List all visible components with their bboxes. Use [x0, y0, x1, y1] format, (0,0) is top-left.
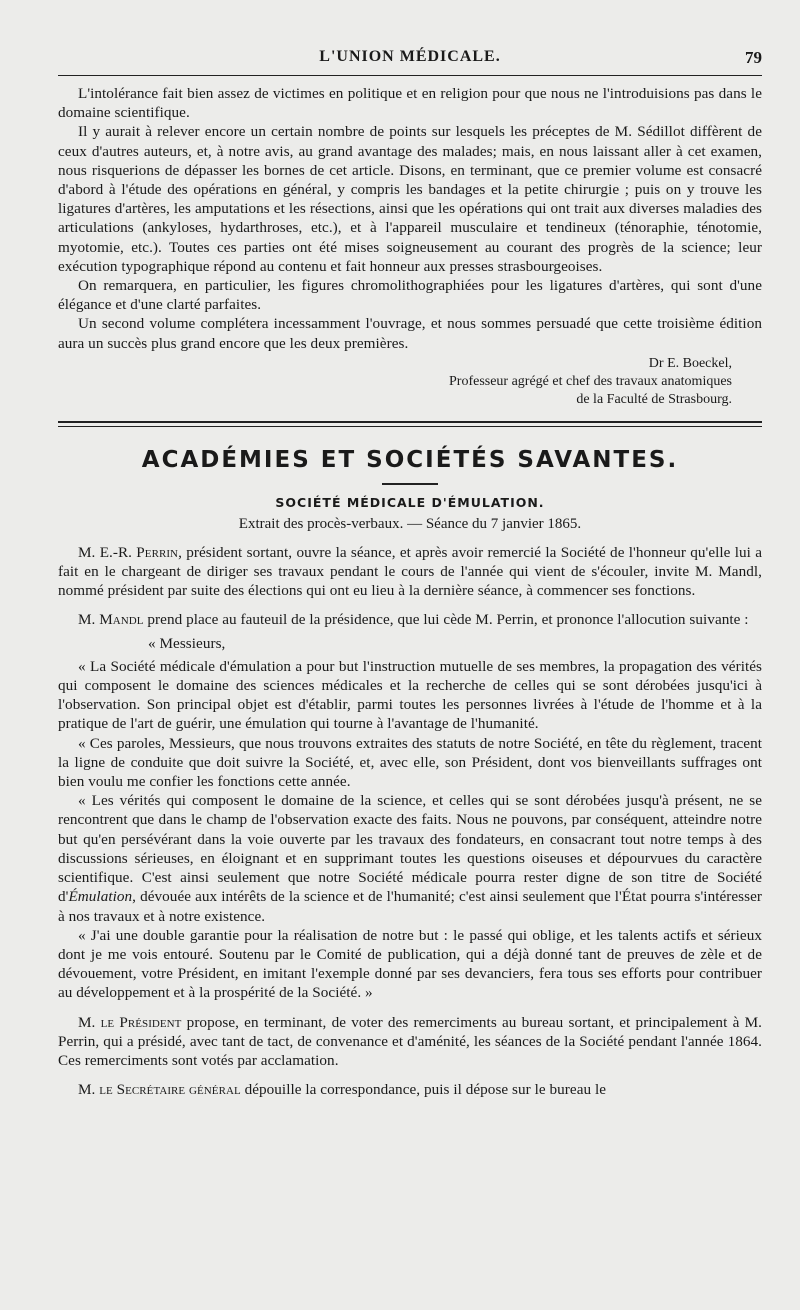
salutation: « Messieurs, — [148, 634, 226, 652]
minutes-paragraph: M. Mandl prend place au fauteuil de la présidence, que lui cède M. Perrin, et prononce l'allocution suivante : — [78, 611, 749, 629]
minutes-extract-line: Extrait des procès-verbaux. — Séance du 7 janvier 1865. — [238, 515, 582, 532]
title-rule — [382, 483, 438, 485]
review-paragraph: Il y aurait à relever encore un certain nombre de points sur lesquels les préceptes de M. Sédillot diffèrent de ceux d'autres auteurs, et, à notre avis, au grand avantage des malades; mais, en nous laissant aller à cet examen, nous risquerions de dépasser les bornes de cet article. Disons, en terminant, que ce premier volume est consacré d'abord à l'étude des opérations en général, y compris les bandages et la petite chirurgie ; puis on y trouve les ligatures d'artères, les amputations et les résections, ainsi que les opérations qui ont trait aux diverses maladies des articulations (ankyloses, hydarthroses, etc.), et à l'appareil musculaire et tendineux (ténoraphie, ténotomie, myotomie, etc.). Toutes ces parties ont été mises soigneusement au courant des progrès de la science; leur exécution typographique répond au contenu et fait honneur aux presses strasbourgeoises. — [58, 123, 762, 275]
signature-name: Dr E. Boeckel, — [648, 355, 732, 371]
signature-title: Professeur agrégé et chef des travaux anatomiques — [449, 373, 732, 389]
speech-paragraph: « J'ai une double garantie pour la réalisation de notre but : le passé qui oblige, et les talents actifs et sérieux dont je me vois entouré. Soutenu par le Comité de publication, qui a déjà donné tant de preuves de zèle et de dévouement, votre Président, en imitant l'exemple donné par ses devanciers, fera tous ses efforts pour contribuer au développement et à la prospérité de la Société. » — [58, 926, 762, 1002]
running-title: L'UNION MÉDICALE. — [319, 48, 501, 65]
review-paragraph: On remarquera, en particulier, les figures chromolithographiées pour les ligatures d'artères, qui sont d'une élégance et d'une clarté parfaites. — [58, 277, 762, 314]
review-paragraph: L'intolérance fait bien assez de victimes en politique et en religion pour que nous ne l'introduisions pas dans le domaine scientifique. — [58, 85, 762, 122]
signature-affiliation: de la Faculté de Strasbourg. — [576, 391, 732, 407]
speech-paragraph: « La Société médicale d'émulation a pour but l'instruction mutuelle de ses membres, la propagation des vérités qui composent le domaine des sciences médicales et la recherche de celles qui se sont dérobées jusqu'ici à l'observation. Son principal objet est d'établir, parmi toutes les personnes livrées à l'étude de l'homme et à la pratique de l'art de guérir, une émulation qui tourne à l'avantage de l'humanité. — [58, 657, 762, 733]
speaker-name: M. E.-R. Perrin — [78, 543, 179, 561]
speaker-name: M. le Secrétaire général — [78, 1081, 241, 1099]
minutes-paragraph: M. le Secrétaire général dépouille la correspondance, puis il dépose sur le bureau le — [78, 1081, 607, 1099]
section-title: ACADÉMIES ET SOCIÉTÉS SAVANTES. — [141, 446, 679, 473]
speaker-name: M. Mandl — [78, 611, 144, 629]
speaker-name: M. le Président — [78, 1013, 182, 1031]
signature-block — [58, 355, 762, 409]
header-rule — [58, 75, 762, 76]
section-divider — [58, 421, 762, 427]
minutes-paragraph: M. E.-R. Perrin, président sortant, ouvre la séance, et après avoir remercié la Société de l'honneur qu'elle lui a fait en le chargeant de diriger ses travaux pendant le cours de l'année qui vient de s'écouler, invite M. Mandl, nommé président par suite des élections qui ont eu lieu à la dernière séance, à commencer ses fonctions. — [58, 543, 763, 600]
review-paragraph: Un second volume complétera incessamment l'ouvrage, et nous sommes persuadé que cette troisième édition aura un succès plus grand encore que les deux premières. — [58, 315, 762, 352]
speech-paragraph: « Ces paroles, Messieurs, que nous trouvons extraites des statuts de notre Société, en tête du règlement, tracent la ligne de conduite que doit suivre la Société, et, avec elle, son Président, dont vos bienveillants suffrages ont bien voulu me confier les fonctions cette année. — [58, 734, 762, 791]
page-body — [58, 84, 762, 1099]
emphasis: Émulation — [68, 888, 133, 906]
speech-paragraph: « Les vérités qui composent le domaine de la science, et celles qui se sont dérobées jusqu'à présent, ne se rencontrent que dans le champ de l'observation exacte des faits. Nous ne pouvons, par conséquent, atteindre notre but qu'en persévérant dans la voie ouverte par les travaux des fondateurs, en consacrant tout notre temps à des discussions sérieuses, en éloignant et en supprimant toutes les questions oiseuses et dépourvues du caractère scientifique. C'est ainsi seulement que notre Société médicale pourra rester digne de son titre de Société d'Émulation, dévouée aux intérêts de la science et de l'humanité; c'est ainsi seulement que l'État pourra s'intéresser à nos travaux et à notre existence. — [58, 792, 762, 925]
minutes-paragraph: M. le Président propose, en terminant, de voter des remerciments au bureau sortant, et principalement à M. Perrin, qui a présidé, avec tant de tact, de convenance et d'aménité, les séances de la Société pendant l'année 1864. Ces remerciments sont votés par acclamation. — [58, 1013, 762, 1069]
society-heading: SOCIÉTÉ MÉDICALE D'ÉMULATION. — [275, 494, 545, 510]
page-number: 79 — [745, 48, 762, 67]
running-head — [58, 48, 762, 72]
